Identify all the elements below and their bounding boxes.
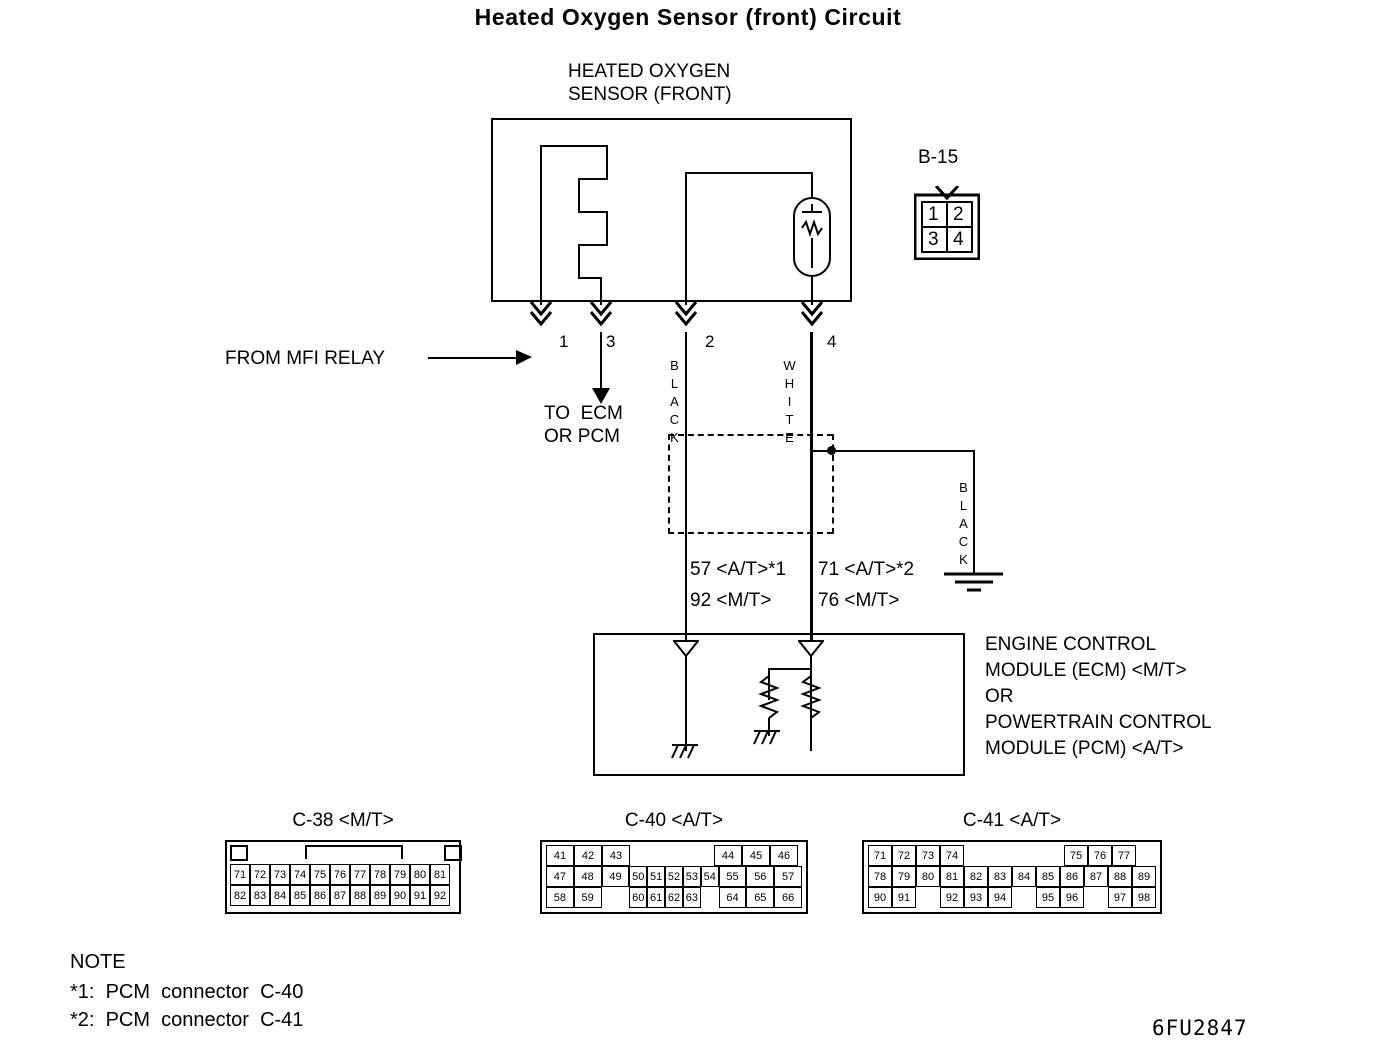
pin-cell: 92 bbox=[430, 885, 450, 906]
pin-cell: 84 bbox=[1012, 866, 1036, 887]
ecm-label-line4: POWERTRAIN CONTROL bbox=[985, 712, 1212, 733]
pin-cell: 78 bbox=[868, 866, 892, 887]
pin-cell-blank bbox=[1012, 887, 1036, 908]
pin-cell: 63 bbox=[683, 887, 701, 908]
sensor-internal-seg5 bbox=[578, 211, 608, 213]
pin-cell: 87 bbox=[1084, 866, 1108, 887]
sensor-internal-seg4 bbox=[578, 178, 580, 213]
pin-cell: 54 bbox=[701, 866, 719, 887]
pin1-arrow-icon bbox=[528, 300, 554, 334]
pin-cell: 49 bbox=[602, 866, 630, 887]
pin-cell: 88 bbox=[1108, 866, 1132, 887]
pin-cell: 95 bbox=[1036, 887, 1060, 908]
pin3-wire bbox=[600, 332, 602, 394]
pin-cell: 43 bbox=[602, 845, 630, 866]
pin-cell: 86 bbox=[310, 885, 330, 906]
pin-cell: 82 bbox=[964, 866, 988, 887]
sensor-element-top bbox=[685, 172, 813, 174]
pin-cell: 45 bbox=[742, 845, 770, 866]
pin-cell: 83 bbox=[250, 885, 270, 906]
connector-c38 bbox=[225, 810, 461, 914]
pin-cell: 42 bbox=[574, 845, 602, 866]
pin2-arrow-icon bbox=[673, 300, 699, 334]
ecm-internal-left-lead bbox=[685, 656, 687, 751]
pin-cell: 89 bbox=[370, 885, 390, 906]
to-ecm-label-line1: TO ECM bbox=[544, 403, 623, 424]
pin-cell: 71 bbox=[230, 864, 250, 885]
pin-cell: 71 bbox=[868, 845, 892, 866]
ground-wire-vertical bbox=[973, 450, 975, 573]
pin-cell: 73 bbox=[270, 864, 290, 885]
ecm-ground-left-icon bbox=[670, 742, 704, 762]
figure-code: 6FU2847 bbox=[1152, 1016, 1248, 1040]
pin-cell-blank bbox=[964, 845, 1064, 866]
b15-pin-3: 3 bbox=[928, 229, 939, 250]
pin-cell: 48 bbox=[574, 866, 602, 887]
pin-cell: 74 bbox=[940, 845, 964, 866]
sensor-internal-seg6 bbox=[606, 211, 608, 246]
c38-pin-row-2 bbox=[230, 885, 456, 906]
pin-cell-blank bbox=[701, 887, 719, 908]
black-wire-pin2 bbox=[685, 332, 687, 642]
c38-keyway bbox=[305, 845, 403, 859]
c41-pin-row-2 bbox=[868, 866, 1156, 887]
pin-cell: 52 bbox=[665, 866, 683, 887]
pin-cell: 84 bbox=[270, 885, 290, 906]
note-heading: NOTE bbox=[70, 951, 126, 973]
pin-cell: 50 bbox=[629, 866, 647, 887]
connector-c40 bbox=[540, 810, 808, 914]
sensor-pin-3-number: 3 bbox=[606, 332, 616, 351]
pin-cell: 66 bbox=[774, 887, 802, 908]
pin-cell: 96 bbox=[1060, 887, 1084, 908]
pin-cell: 77 bbox=[1112, 845, 1136, 866]
from-mfi-relay-leader bbox=[428, 357, 528, 359]
pin-cell: 41 bbox=[546, 845, 574, 866]
pin-cell: 87 bbox=[330, 885, 350, 906]
to-ecm-label-line2: OR PCM bbox=[544, 426, 620, 447]
pin-cell: 72 bbox=[250, 864, 270, 885]
shield-junction-dot bbox=[827, 446, 836, 455]
sensor-internal-seg7 bbox=[578, 244, 608, 246]
ground-wire-label: BLACK bbox=[956, 480, 971, 570]
pin-cell-blank bbox=[630, 845, 714, 866]
pin-cell: 59 bbox=[574, 887, 602, 908]
pin-cell: 92 bbox=[940, 887, 964, 908]
sensor-internal-seg1 bbox=[540, 145, 608, 147]
ecm-terminal-left-mt: 92 <M/T> bbox=[690, 590, 772, 611]
white-wire-label: WHITE bbox=[782, 358, 797, 448]
connector-c40-title: C-40 <A/T> bbox=[624, 810, 724, 831]
pin-cell: 51 bbox=[647, 866, 665, 887]
pin-cell: 58 bbox=[546, 887, 574, 908]
pin-cell: 80 bbox=[410, 864, 430, 885]
pin-cell-blank bbox=[916, 887, 940, 908]
pin-cell: 89 bbox=[1132, 866, 1156, 887]
pin-cell: 72 bbox=[892, 845, 916, 866]
shield-box-bottom bbox=[668, 532, 833, 534]
connector-c41-title: C-41 <A/T> bbox=[962, 810, 1062, 831]
pin-cell: 80 bbox=[916, 866, 940, 887]
ecm-ground-center-icon bbox=[752, 728, 786, 748]
pin-cell: 83 bbox=[988, 866, 1012, 887]
pin-cell: 47 bbox=[546, 866, 574, 887]
pin-cell: 56 bbox=[746, 866, 774, 887]
sensor-label-line1: HEATED OXYGEN bbox=[568, 61, 731, 82]
pin-cell: 91 bbox=[892, 887, 916, 908]
sensor-label-line2: SENSOR (FRONT) bbox=[568, 84, 732, 105]
pin-cell: 88 bbox=[350, 885, 370, 906]
ecm-label-line2: MODULE (ECM) <M/T> bbox=[985, 660, 1187, 681]
pin4-arrow-icon bbox=[799, 300, 825, 334]
white-wire-pin4 bbox=[810, 332, 813, 642]
sensor-pin1-lead bbox=[540, 145, 542, 305]
pin-cell: 73 bbox=[916, 845, 940, 866]
pin-cell-blank bbox=[602, 887, 630, 908]
pin-cell: 64 bbox=[719, 887, 747, 908]
pin-cell: 57 bbox=[774, 866, 802, 887]
pin-cell: 81 bbox=[940, 866, 964, 887]
pin-cell: 75 bbox=[1064, 845, 1088, 866]
oxygen-sensor-element-icon bbox=[792, 196, 832, 278]
pin-cell: 81 bbox=[430, 864, 450, 885]
pin-cell: 94 bbox=[988, 887, 1012, 908]
mfi-leader-arrow-icon bbox=[516, 349, 536, 367]
pin-cell: 85 bbox=[1036, 866, 1060, 887]
note-line-1: *1: PCM connector C-40 bbox=[70, 981, 304, 1003]
pin-cell: 98 bbox=[1132, 887, 1156, 908]
ecm-label-line1: ENGINE CONTROL bbox=[985, 634, 1157, 655]
sensor-internal-seg8 bbox=[578, 244, 580, 279]
pin-cell: 90 bbox=[868, 887, 892, 908]
ground-symbol-icon bbox=[943, 570, 1005, 596]
pin-cell: 74 bbox=[290, 864, 310, 885]
page-title: Heated Oxygen Sensor (front) Circuit bbox=[474, 4, 902, 30]
ecm-terminal-right-mt: 76 <M/T> bbox=[818, 590, 900, 611]
ecm-resistor-left-icon bbox=[758, 676, 780, 722]
ecm-label-line5: MODULE (PCM) <A/T> bbox=[985, 738, 1184, 759]
pin-cell: 44 bbox=[714, 845, 742, 866]
pin-cell: 55 bbox=[719, 866, 747, 887]
connector-b15 bbox=[914, 186, 980, 260]
pin-cell: 97 bbox=[1108, 887, 1132, 908]
pin-cell: 85 bbox=[290, 885, 310, 906]
c41-pin-row-1 bbox=[868, 845, 1156, 866]
pin-cell: 53 bbox=[683, 866, 701, 887]
black-wire-label: BLACK bbox=[667, 358, 682, 448]
pin-cell: 61 bbox=[647, 887, 665, 908]
sensor-pin2-lead bbox=[685, 172, 687, 305]
pin-cell: 93 bbox=[964, 887, 988, 908]
pin-cell: 46 bbox=[770, 845, 798, 866]
pin-cell: 60 bbox=[629, 887, 647, 908]
note-line-2: *2: PCM connector C-41 bbox=[70, 1009, 304, 1031]
sensor-internal-seg2 bbox=[606, 145, 608, 180]
c41-pin-row-3 bbox=[868, 887, 1156, 908]
ecm-terminal-right-at: 71 <A/T>*2 bbox=[818, 559, 915, 580]
c38-tab-left bbox=[230, 845, 248, 861]
pin-cell: 79 bbox=[390, 864, 410, 885]
pin-cell: 62 bbox=[665, 887, 683, 908]
c38-pin-row-1 bbox=[230, 864, 456, 885]
pin-cell: 90 bbox=[390, 885, 410, 906]
sensor-internal-seg9 bbox=[578, 277, 602, 279]
from-mfi-relay-label: FROM MFI RELAY bbox=[225, 348, 386, 369]
ecm-resistor-right-icon bbox=[800, 676, 822, 722]
pin3-arrow-icon bbox=[588, 300, 614, 334]
pin-cell: 75 bbox=[310, 864, 330, 885]
b15-pin-1: 1 bbox=[928, 204, 939, 225]
pin-cell: 78 bbox=[370, 864, 390, 885]
shield-box-top bbox=[668, 434, 833, 436]
pin-cell: 86 bbox=[1060, 866, 1084, 887]
pin-cell: 76 bbox=[1088, 845, 1112, 866]
pin-cell: 82 bbox=[230, 885, 250, 906]
b15-pin-4: 4 bbox=[953, 229, 964, 250]
pin-cell: 79 bbox=[892, 866, 916, 887]
sensor-pin-1-number: 1 bbox=[559, 332, 569, 351]
pin-cell: 77 bbox=[350, 864, 370, 885]
connector-b15-label: B-15 bbox=[918, 147, 959, 168]
ecm-internal-branch bbox=[768, 668, 812, 670]
c40-pin-row-2 bbox=[546, 866, 802, 887]
pin-cell: 91 bbox=[410, 885, 430, 906]
b15-pin-2: 2 bbox=[953, 204, 964, 225]
sensor-pin-4-number: 4 bbox=[827, 332, 837, 351]
sensor-pin-2-number: 2 bbox=[705, 332, 715, 351]
shield-box-left bbox=[668, 434, 670, 534]
pin-cell: 65 bbox=[746, 887, 774, 908]
c40-pin-row-1 bbox=[546, 845, 802, 866]
c40-pin-row-3 bbox=[546, 887, 802, 908]
c38-tab-right bbox=[444, 845, 462, 861]
pin-cell: 76 bbox=[330, 864, 350, 885]
connector-c41 bbox=[862, 810, 1162, 914]
sensor-internal-seg3 bbox=[578, 178, 608, 180]
pin-cell-blank bbox=[1084, 887, 1108, 908]
connector-c38-title: C-38 <M/T> bbox=[292, 810, 394, 831]
ecm-label-line3: OR bbox=[985, 686, 1014, 707]
ecm-terminal-left-at: 57 <A/T>*1 bbox=[690, 559, 787, 580]
